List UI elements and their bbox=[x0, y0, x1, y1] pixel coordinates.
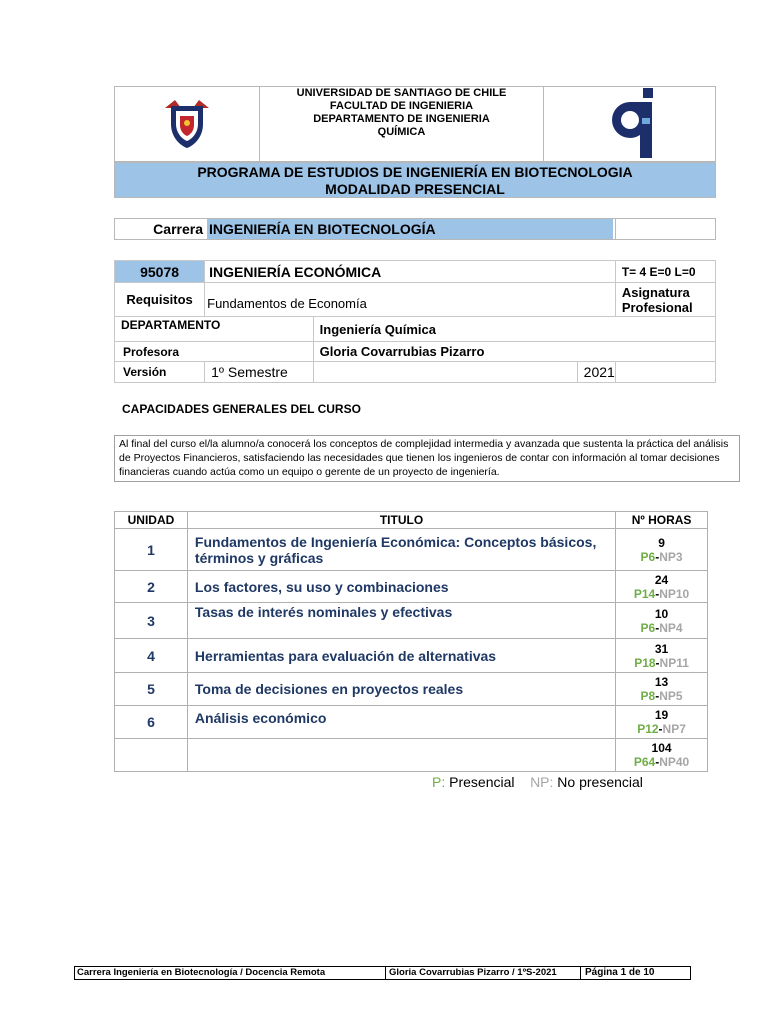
course-type-line: Profesional bbox=[621, 299, 693, 315]
unit-hours-no-presencial: NP10 bbox=[659, 586, 690, 601]
total-empty-cell bbox=[187, 739, 615, 772]
unit-hours-presencial: P12 bbox=[637, 722, 659, 736]
requisitos-value: Fundamentos de Economía bbox=[205, 283, 616, 317]
total-empty-cell bbox=[115, 739, 188, 772]
unit-hours bbox=[616, 529, 708, 571]
unit-hours-total: 19 bbox=[654, 708, 669, 722]
total-hours-no-presencial: NP40 bbox=[659, 755, 690, 769]
footer-page-number: Página 1 de 10 bbox=[585, 967, 655, 978]
hours-separator: - bbox=[658, 722, 663, 736]
unit-hours-no-presencial: NP4 bbox=[659, 620, 683, 635]
course-name: INGENIERÍA ECONÓMICA bbox=[205, 261, 616, 283]
unit-number: 2 bbox=[115, 571, 188, 603]
hours-separator: - bbox=[655, 586, 660, 601]
hours-separator: - bbox=[655, 689, 660, 703]
requisitos-label: Requisitos bbox=[115, 283, 205, 317]
hours-separator: - bbox=[655, 620, 660, 635]
unit-hours-no-presencial: NP7 bbox=[662, 722, 686, 736]
unit-hours-presencial: P14 bbox=[633, 586, 656, 601]
course-code: 95078 bbox=[115, 261, 205, 283]
unit-hours-presencial: P6 bbox=[640, 620, 656, 635]
capacidades-heading: CAPACIDADES GENERALES DEL CURSO bbox=[122, 402, 361, 416]
university-crest-icon bbox=[155, 98, 219, 150]
legend-p-key: P: bbox=[432, 774, 446, 790]
unit-number: 4 bbox=[115, 639, 188, 673]
unit-title: Análisis económico bbox=[187, 706, 615, 739]
unit-hours bbox=[616, 706, 708, 739]
unit-title: Los factores, su uso y combinaciones bbox=[187, 571, 615, 603]
unit-hours-no-presencial: NP5 bbox=[659, 689, 683, 703]
institution-line: UNIVERSIDAD DE SANTIAGO DE CHILE bbox=[296, 87, 507, 99]
unit-hours-total: 24 bbox=[654, 572, 669, 587]
institution-line: QUÍMICA bbox=[377, 126, 426, 138]
unit-hours-presencial: P6 bbox=[640, 549, 656, 564]
units-header-horas: Nº HORAS bbox=[616, 512, 708, 529]
total-hours-presencial: P64 bbox=[633, 755, 656, 769]
unit-hours bbox=[616, 603, 708, 639]
profesora-value: Gloria Covarrubias Pizarro bbox=[313, 342, 715, 362]
hours-separator: - bbox=[655, 755, 660, 769]
units-header-titulo: TITULO bbox=[187, 512, 615, 529]
course-info-table bbox=[114, 260, 716, 383]
semester-value: 1º Semestre bbox=[205, 362, 314, 383]
course-type-line: Asignatura bbox=[621, 284, 690, 300]
capacidades-text: Al final del curso el/la alumno/a conocerá los conceptos de complejidad intermedia y avanzada que sustenta la práctica del análisis de Proyectos Financieros, satisfaciendo las necesidades que tienen los ingenieros de contar con información al tomar decisiones financieras cuando actúa como un equipo o gerente de un proyecto de ingeniería. bbox=[114, 435, 740, 482]
unit-hours-presencial: P8 bbox=[640, 689, 656, 703]
department-logo-icon bbox=[600, 88, 660, 160]
unit-hours-total: 13 bbox=[654, 675, 669, 689]
units-table bbox=[114, 511, 708, 772]
version-year-cell bbox=[313, 362, 615, 383]
course-type bbox=[615, 283, 715, 317]
institution-line: FACULTAD DE INGENIERIA bbox=[329, 100, 474, 112]
unit-number: 3 bbox=[115, 603, 188, 639]
unit-hours-no-presencial: NP11 bbox=[659, 655, 689, 670]
total-hours-value: 104 bbox=[651, 741, 672, 755]
total-hours bbox=[616, 739, 708, 772]
table-row bbox=[115, 673, 708, 706]
carrera-value: INGENIERÍA EN BIOTECNOLOGÍA bbox=[207, 219, 613, 239]
unit-hours bbox=[616, 571, 708, 603]
carrera-row bbox=[114, 218, 716, 240]
carrera-empty-cell bbox=[615, 219, 715, 239]
course-hours: T= 4 E=0 L=0 bbox=[615, 261, 715, 283]
program-banner bbox=[114, 162, 716, 198]
departamento-label: DEPARTAMENTO bbox=[115, 317, 314, 342]
unit-hours-no-presencial: NP3 bbox=[659, 549, 683, 564]
unit-hours-total: 10 bbox=[654, 606, 669, 621]
departamento-value: Ingeniería Química bbox=[313, 317, 715, 342]
table-row-total bbox=[115, 739, 708, 772]
unit-hours-total: 9 bbox=[658, 535, 665, 550]
footer-author: Gloria Covarrubias Pizarro / 1ºS-2021 bbox=[386, 967, 581, 979]
table-row bbox=[115, 603, 708, 639]
units-header-unidad: UNIDAD bbox=[115, 512, 188, 529]
department-logo-cell bbox=[544, 87, 715, 161]
page-footer bbox=[74, 966, 691, 980]
table-row bbox=[115, 706, 708, 739]
table-row bbox=[115, 639, 708, 673]
hours-separator: - bbox=[655, 655, 660, 670]
table-row bbox=[115, 529, 708, 571]
legend-np-text: No presencial bbox=[557, 774, 643, 790]
university-logo-cell bbox=[115, 87, 260, 161]
unit-title: Toma de decisiones en proyectos reales bbox=[187, 673, 615, 706]
table-row bbox=[115, 571, 708, 603]
unit-title: Tasas de interés nominales y efectivas bbox=[187, 603, 615, 639]
institution-line: DEPARTAMENTO DE INGENIERIA bbox=[313, 113, 490, 125]
program-title: PROGRAMA DE ESTUDIOS DE INGENIERÍA EN BIOTECNOLOGIA bbox=[197, 164, 633, 180]
unit-title: Herramientas para evaluación de alternativas bbox=[187, 639, 615, 673]
legend-np-key: NP: bbox=[530, 774, 554, 790]
carrera-label: Carrera bbox=[153, 221, 203, 237]
institution-name bbox=[260, 87, 544, 161]
footer-program: Carrera Ingeniería en Biotecnología / Docencia Remota bbox=[75, 967, 386, 979]
unit-hours bbox=[616, 639, 708, 673]
unit-hours-total: 31 bbox=[654, 641, 669, 656]
unit-hours bbox=[616, 673, 708, 706]
profesora-label: Profesora bbox=[115, 342, 314, 362]
version-empty-cell bbox=[615, 362, 715, 383]
unit-number: 5 bbox=[115, 673, 188, 706]
unit-title: Fundamentos de Ingeniería Económica: Conceptos básicos, términos y gráficas bbox=[187, 529, 615, 571]
unit-hours-presencial: P18 bbox=[634, 655, 656, 670]
legend-p-text: Presencial bbox=[449, 774, 515, 790]
unit-number: 1 bbox=[115, 529, 188, 571]
document-header bbox=[114, 86, 716, 162]
version-label: Versión bbox=[115, 362, 205, 383]
year-value: 2021 bbox=[583, 364, 615, 380]
hours-legend bbox=[432, 774, 643, 790]
unit-number: 6 bbox=[115, 706, 188, 739]
program-modality: MODALIDAD PRESENCIAL bbox=[325, 181, 505, 197]
hours-separator: - bbox=[655, 549, 660, 564]
